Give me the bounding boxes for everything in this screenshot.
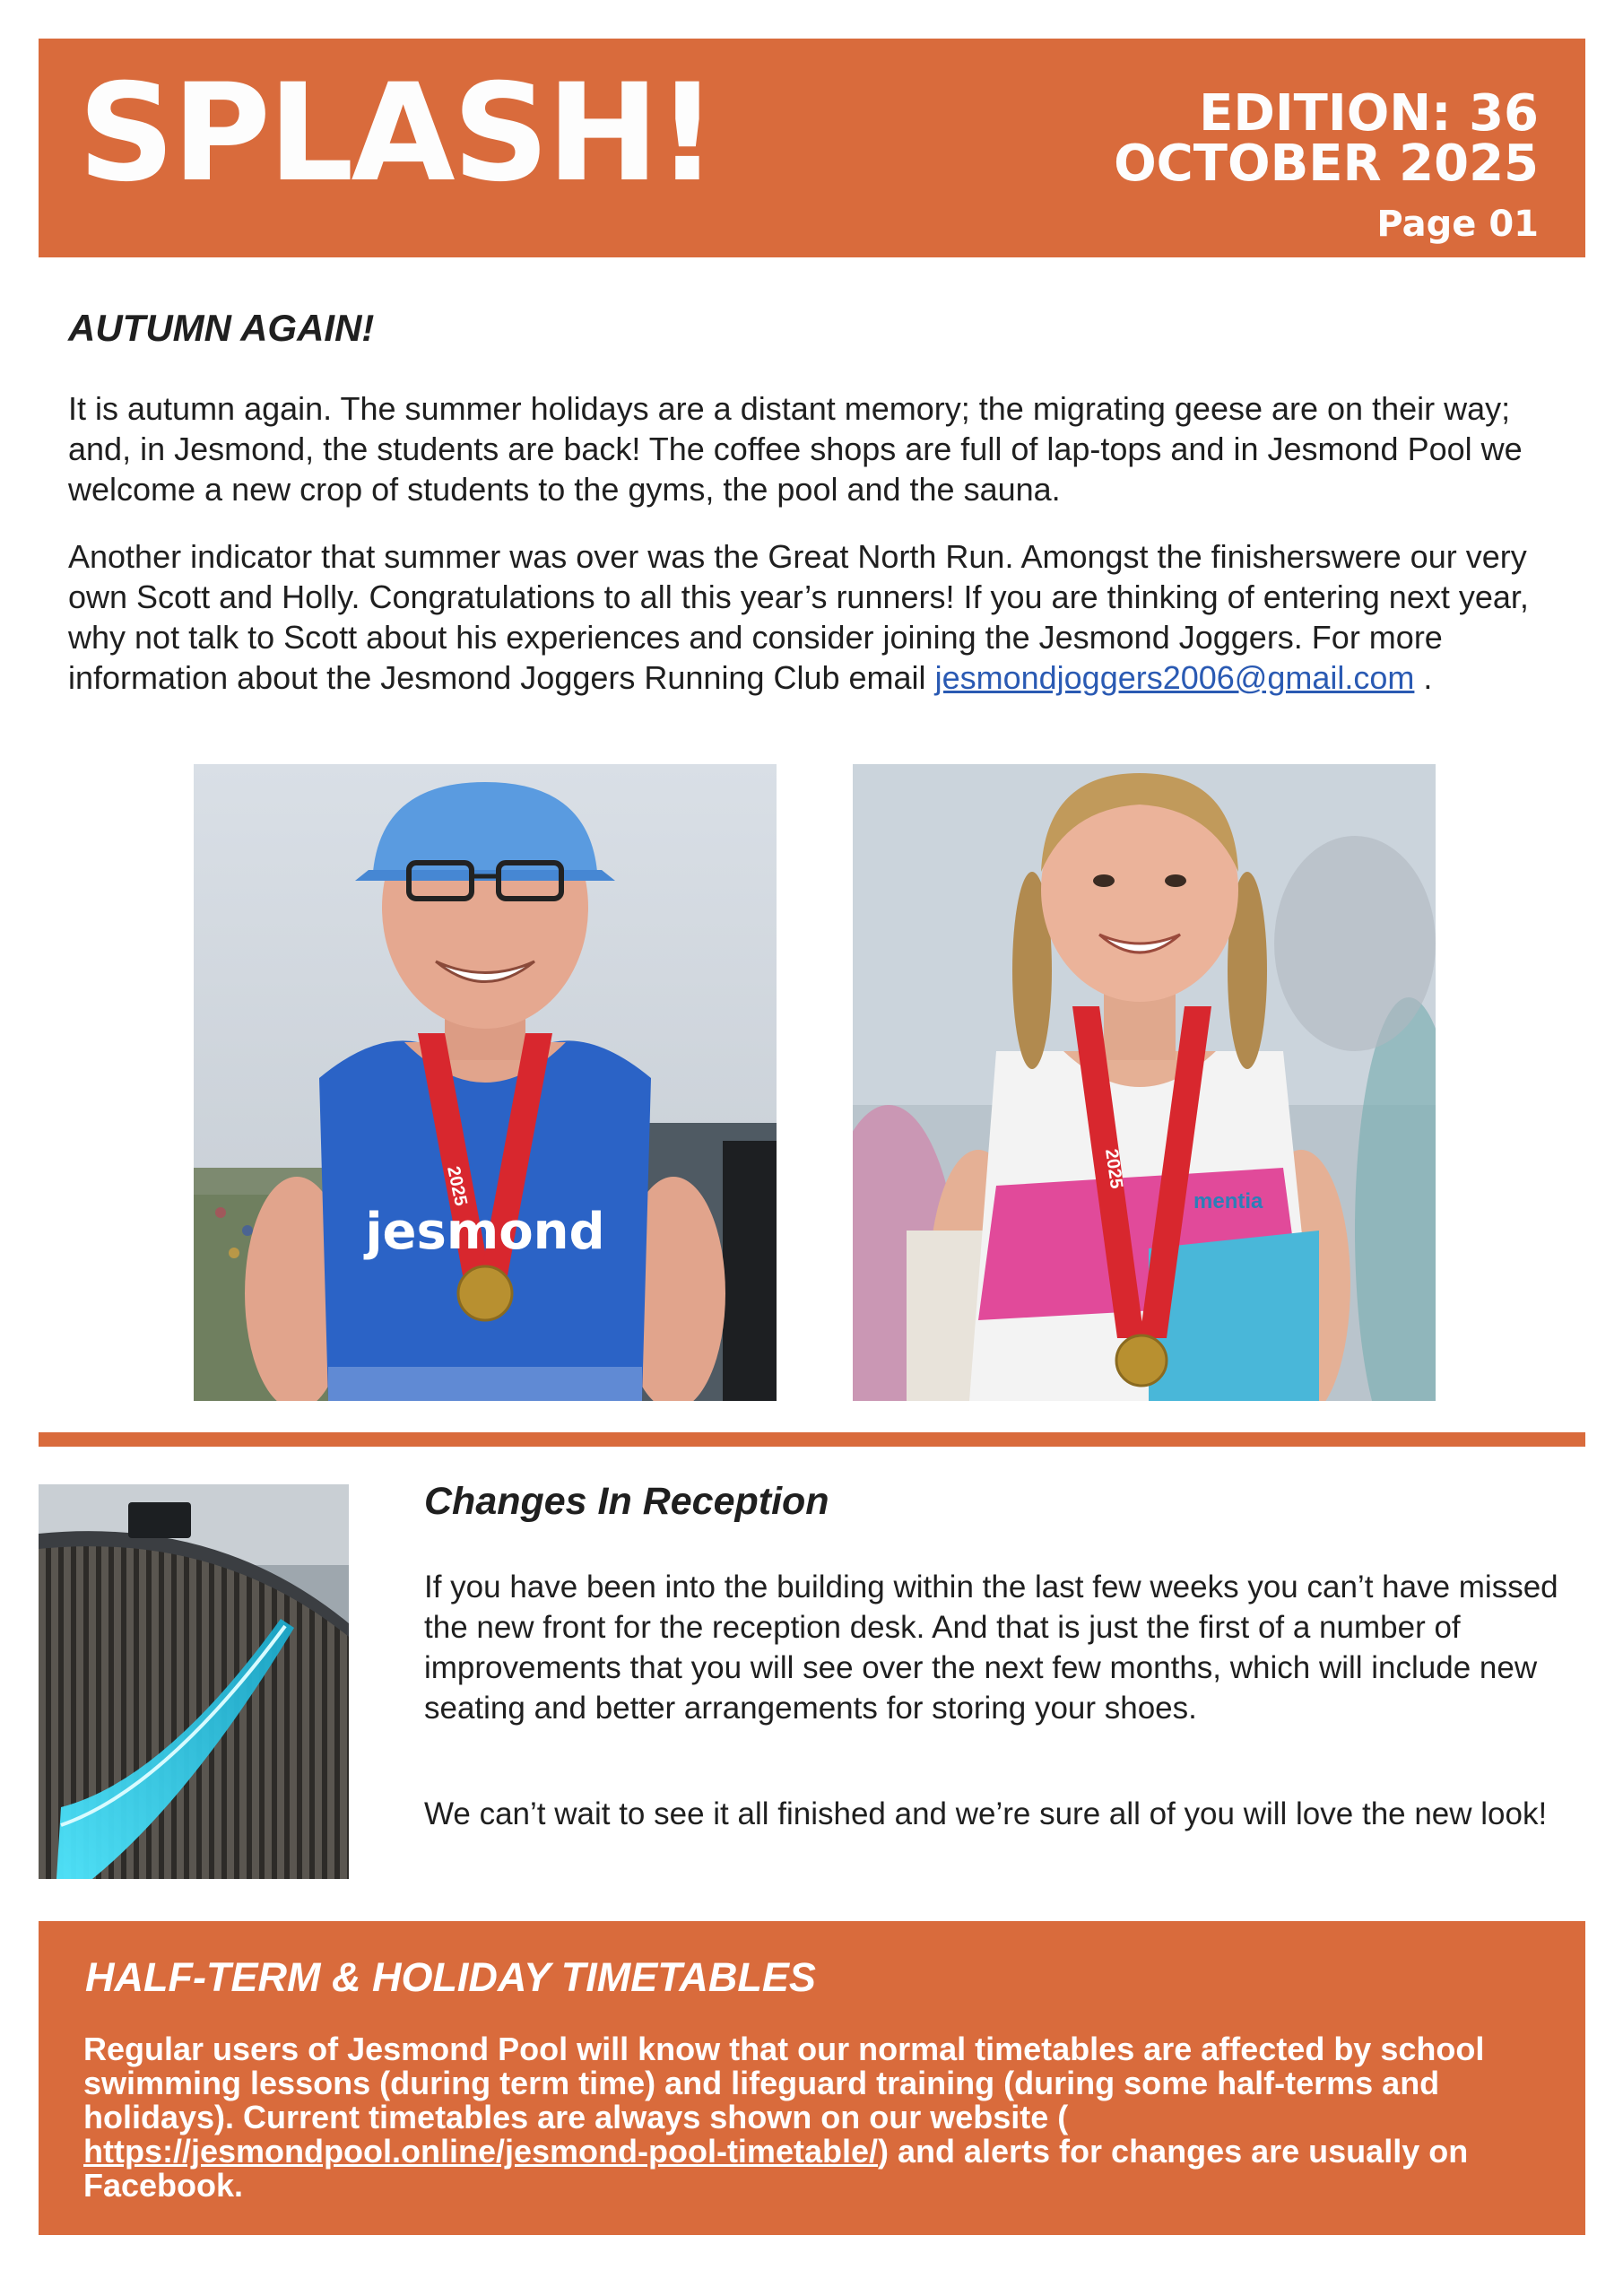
photo-holly	[853, 764, 1436, 1401]
page-number: Page 01	[1376, 204, 1539, 245]
scott-medal-year: 2025	[443, 1164, 471, 1208]
timetables-heading: HALF-TERM & HOLIDAY TIMETABLES	[85, 1954, 816, 2000]
timetable-website-link[interactable]: https://jesmondpool.online/jesmond-pool-timetable/	[83, 2133, 878, 2170]
masthead-title: SPLASH!	[78, 56, 716, 212]
scott-shirt-text: jesmond	[365, 1203, 605, 1261]
autumn-paragraph-1: It is autumn again. The summer holidays are a distant memory; the migrating geese are on their way; and, in Jesmond, the students are back! The coffee shops are full of lap-tops and in Jesmond Pool we welcome a new crop of students to the gyms, the pool and the sauna.	[68, 390, 1523, 508]
timetables-box	[39, 1921, 1585, 2235]
timetables-body-text: Regular users of Jesmond Pool will know that our normal timetables are affected by school swimming lessons (during term time) and lifeguard training (during some half-terms and holidays). Current timetables are always shown on our website (	[83, 2031, 1485, 2135]
masthead-banner	[39, 39, 1585, 257]
photo-reception-desk	[39, 1484, 349, 1879]
photo-holly-image	[853, 764, 1436, 1401]
email-link[interactable]: jesmondjoggers2006@gmail.com	[934, 659, 1415, 696]
timetables-body	[83, 2032, 1554, 2203]
autumn-paragraph-2-end: .	[1414, 659, 1433, 696]
reception-paragraph-2: We can’t wait to see it all finished and we’re sure all of you will love the new look!	[424, 1796, 1548, 1831]
issue-date: OCTOBER 2025	[1114, 135, 1539, 193]
reception-paragraph-1: If you have been into the building within the last few weeks you can’t have missed the new front for the reception desk. And that is just the first of a number of improvements that you will see over the next few months, which will include new seating and better arrangements for storing your shoes.	[424, 1570, 1558, 1726]
section-divider	[39, 1432, 1585, 1447]
timetables-body-end: ) and alerts for changes are usually on Facebook.	[83, 2133, 1469, 2204]
photo-reception-desk-image	[39, 1484, 349, 1879]
holly-medal-year: 2025	[1101, 1147, 1127, 1190]
holly-shirt-text: mentia	[1193, 1189, 1263, 1213]
autumn-paragraph-2	[68, 536, 1575, 698]
reception-heading: Changes In Reception	[424, 1480, 829, 1523]
autumn-heading: AUTUMN AGAIN!	[68, 307, 375, 349]
photo-scott	[194, 764, 777, 1401]
edition-number: EDITION: 36	[1199, 84, 1539, 143]
photo-scott-image	[194, 764, 777, 1401]
autumn-paragraph-2-text: Another indicator that summer was over was the Great North Run. Amongst the finisherswere our very own Scott and Holly. Congratulations to all this year’s runners! If you are thinking of entering next year, why not talk to Scott about his experiences and consider joining the Jesmond Joggers. For more information about the Jesmond Joggers Running Club email	[68, 538, 1529, 696]
